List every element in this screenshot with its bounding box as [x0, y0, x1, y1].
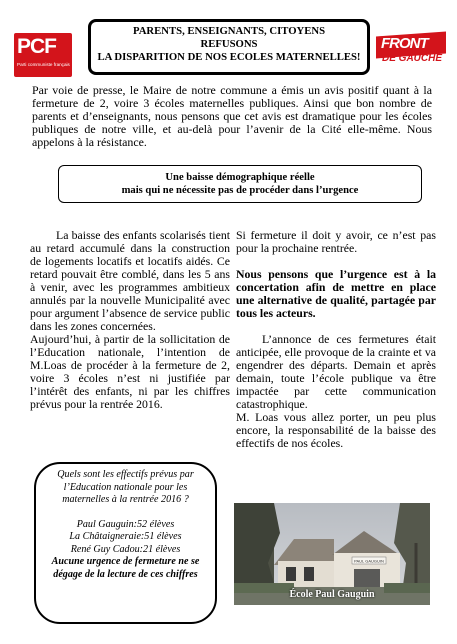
enrolment-figures-box — [34, 462, 217, 624]
left-column — [30, 229, 230, 411]
left-paragraph-2: Aujourd’hui, à partir de la sollicitation de l’Education nationale, l’intention de M.Loas de procéder à la fermeture de 2, voire 3 écoles n’est ni justifiée par l’intérêt des enfants, ni par les chiffres prévus pour la rentrée 2016. — [30, 332, 230, 411]
intro-paragraph: Par voie de presse, le Maire de notre commune a émis un avis positif quant à la fermeture de 2, voire 3 écoles maternelles publiques. Ainsi que bon nombre de parents et d’enseignants, nous pensons que cet avis est dramatique pour les écoles publiques de notre ville, et au-delà pour l’avenir de la Cité elle-même. Nous appelons à la résistance. — [32, 83, 432, 149]
left-paragraph-1: La baisse des enfants scolarisés tient au retard accumulé dans la construction de logements locatifs et locatifs aidés. Ce retard pouvait être comblé, dans les 5 ans à venir, avec les programmes ambitieux annulés par la nouvelle Municipalité avec pour argument l’absence de service public dans les zones concernées. — [30, 228, 230, 333]
subheading-line2: mais qui ne nécessite pas de procéder dans l’urgence — [121, 185, 359, 196]
fdg-logo-line1: FRONT — [381, 35, 428, 52]
headline-line2: REFUSONS — [200, 38, 258, 50]
subheading-line1: Une baisse démographique réelle — [165, 172, 315, 183]
right-paragraph-bold: Nous pensons que l’urgence est à la concertation afin de mettre en place une alternative de qualité, partagée par tous les acteurs. — [236, 267, 436, 320]
headline-line1: PARENTS, ENSEIGNANTS, CITOYENS — [132, 25, 326, 37]
enrolment-figure: Paul Gauguin:52 élèves — [76, 518, 175, 530]
headline-line3: LA DISPARITION DE NOS ECOLES MATERNELLES! — [97, 51, 361, 63]
enrolment-figure: René Guy Cadou:21 élèves — [70, 543, 181, 555]
enrolment-conclusion: Aucune urgence de fermeture ne se dégage de la lecture de ces chiffres — [51, 556, 200, 580]
pcf-logo-subtitle: Parti communiste français — [17, 62, 70, 67]
right-column — [236, 229, 436, 450]
headline-box — [88, 19, 370, 75]
right-paragraph-4: M. Loas vous allez porter, un peu plus encore, la responsabilité de la baisse des effectifs de nos écoles. — [236, 410, 436, 450]
right-paragraph-1: Si fermeture il doit y avoir, ce n’est pas pour la prochaine rentrée. — [236, 228, 436, 255]
subheading-box — [58, 165, 422, 203]
fdg-logo-line2: DE GAUCHE — [382, 53, 443, 64]
school-sign: PAUL GAUGUIN — [354, 558, 384, 564]
pcf-logo — [14, 33, 72, 77]
enrolment-question: Quels sont les effectifs prévus par l’Education nationale pour les maternelles à la rentrée 2016 ? — [57, 469, 194, 505]
enrolment-figure: La Châtaigneraie:51 élèves — [69, 531, 182, 542]
pcf-logo-text: PCF — [17, 35, 56, 58]
right-paragraph-3: L’annonce de ces fermetures était anticipée, elle provoque de la crainte et va engendrer des départs. Demain et après demain, toute l’école publique va être impactée par cette communication catastrophique. — [236, 332, 436, 411]
front-de-gauche-logo — [376, 34, 446, 68]
photo-caption: École Paul Gauguin — [289, 589, 375, 600]
